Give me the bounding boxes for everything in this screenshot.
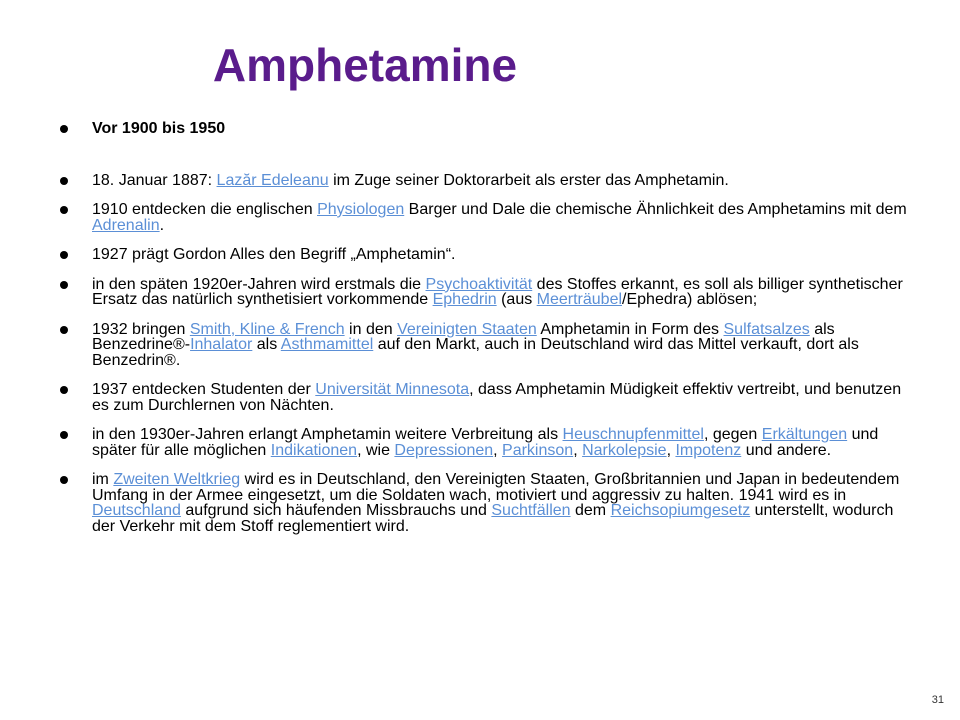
bullet-text: 1927 prägt Gordon Alles den Begriff „Amphetamin“.	[92, 246, 456, 263]
bullet-text: 1932 bringen	[92, 320, 190, 338]
wiki-link[interactable]: Physiologen	[317, 201, 405, 218]
wiki-link[interactable]: Meerträubel	[536, 291, 623, 308]
wiki-link[interactable]: Smith, Kline & French	[189, 320, 345, 338]
bullet-text: , wie	[357, 441, 395, 459]
bullet-text: in den 1930er-Jahren erlangt Amphetamin weitere Verbreitung als	[92, 426, 563, 443]
bullet-text: Barger und Dale die chemische Ähnlichkeit des Amphetamins mit dem	[404, 201, 907, 218]
bullet-item	[60, 382, 910, 413]
bullet-text: aufgrund sich häufenden Missbrauchs und	[180, 502, 492, 519]
wiki-link[interactable]: Asthmamittel	[280, 336, 374, 353]
bullet-text: , dass Amphetamin Müdigkeit effektiv vertreibt, und benutzen es zum Durchlernen von Nächten.	[92, 381, 902, 414]
wiki-link[interactable]: Ephedrin	[432, 291, 497, 308]
bullet-text: und andere.	[741, 441, 832, 459]
bullet-text: unterstellt, wodurch der Verkehr mit dem Stoff reglementiert wird.	[92, 502, 894, 535]
bullet-item	[60, 472, 910, 534]
bullet-text: Vor 1900 bis 1950	[92, 120, 226, 137]
wiki-link[interactable]: Zweiten Weltkrieg	[113, 471, 241, 488]
bullet-text: Amphetamin in Form des	[536, 320, 724, 338]
bullet-text: als Benzedrine®-	[92, 320, 835, 353]
wiki-link[interactable]: Sulfatsalzes	[723, 320, 810, 338]
wiki-link[interactable]: Reichsopiumgesetz	[610, 502, 751, 519]
bullet-item	[60, 247, 910, 263]
bullet-item	[60, 202, 910, 233]
wiki-link[interactable]: Vereinigten Staaten	[397, 320, 537, 338]
bullet-text: , gegen	[703, 426, 762, 443]
bullet-text: im Zuge seiner Doktorarbeit als erster das Amphetamin.	[328, 171, 729, 189]
bullet-text: 18. Januar 1887:	[92, 171, 217, 189]
bullet-text: /Ephedra) ablösen;	[622, 291, 758, 308]
bullet-item	[60, 322, 910, 369]
bullet-item	[60, 173, 910, 189]
page-number: 31	[931, 694, 944, 706]
bullet-text: 1937 entdecken Studenten der	[92, 381, 316, 398]
wiki-link[interactable]: Indikationen	[270, 441, 358, 459]
bullet-text: und später für alle möglichen	[92, 426, 879, 459]
wiki-link[interactable]: Deutschland	[92, 502, 181, 519]
bullet-text: wird es in Deutschland, den Vereinigten Staaten, Großbritannien und Japan in bedeutendem Umfang in der Armee eingesetzt, um die Soldaten wach, motiviert und aggressiv zu halten. 1941 wird es in	[92, 471, 900, 504]
bullet-text: ,	[493, 441, 503, 459]
bullet-text: als	[252, 336, 281, 353]
wiki-link[interactable]: Universität Minnesota	[315, 381, 470, 398]
wiki-link[interactable]: Depressionen	[394, 441, 494, 459]
bullet-text: ,	[573, 441, 583, 459]
wiki-link[interactable]: Erkältungen	[761, 426, 848, 443]
wiki-link[interactable]: Heuschnupfenmittel	[562, 426, 704, 443]
wiki-link[interactable]: Impotenz	[675, 441, 742, 459]
bullet-text: dem	[570, 502, 611, 519]
bullet-item	[60, 277, 910, 308]
bullet-item	[60, 427, 910, 458]
bullet-text: 1910 entdecken die englischen	[92, 201, 318, 218]
bullet-text: des Stoffes erkannt, es soll als billiger synthetischer Ersatz das natürlich synthetisiert vorkommende	[92, 275, 903, 308]
wiki-link[interactable]: Inhalator	[190, 336, 253, 353]
slide-title: Amphetamine	[212, 39, 518, 91]
bullet-list	[60, 121, 910, 548]
wiki-link[interactable]: Narkolepsie	[582, 441, 667, 459]
bullet-text: .	[159, 216, 165, 234]
bullet-text: (aus	[496, 291, 537, 308]
bullet-text: ,	[666, 441, 676, 459]
bullet-text: auf den Markt, auch in Deutschland wird das Mittel verkauft, dort als Benzedrin®.	[92, 336, 859, 369]
wiki-link[interactable]: Psychoaktivität	[425, 275, 533, 293]
wiki-link[interactable]: Adrenalin	[92, 216, 160, 234]
wiki-link[interactable]: Parkinson	[502, 441, 574, 459]
bullet-heading	[60, 121, 910, 137]
bullet-text: im	[92, 471, 114, 488]
bullet-text: in den	[344, 320, 398, 338]
wiki-link[interactable]: Lazăr Edeleanu	[216, 171, 329, 189]
wiki-link[interactable]: Suchtfällen	[491, 502, 571, 519]
bullet-text: in den späten 1920er-Jahren wird erstmals die	[92, 275, 426, 293]
